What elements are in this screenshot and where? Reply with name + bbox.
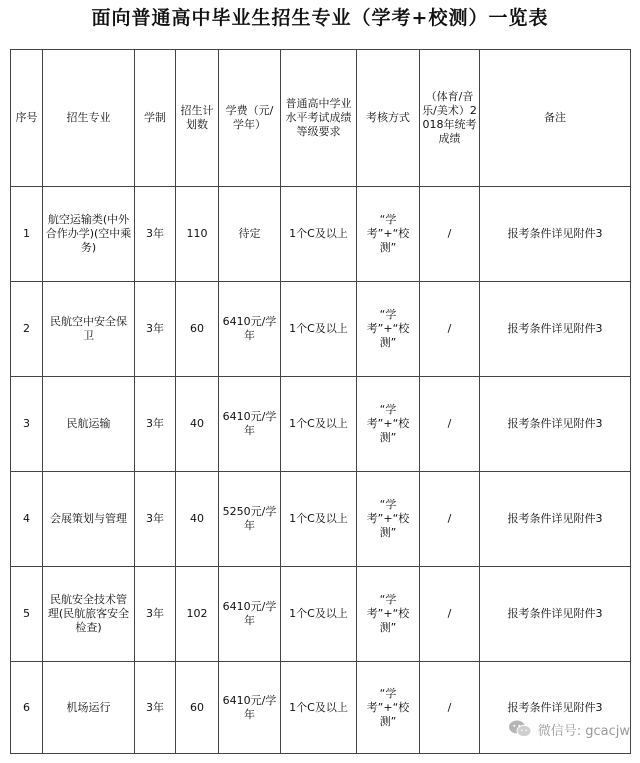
table-row — [11, 472, 631, 567]
header-row — [11, 50, 631, 187]
cell-seq: 2 — [11, 282, 43, 377]
cell-major: 航空运输类(中外合作办学)(空中乘务) — [43, 187, 135, 282]
table-header — [11, 50, 631, 187]
cell-fee: 5250元/学年 — [219, 472, 281, 567]
header-notes: 备注 — [480, 50, 631, 187]
table-body — [11, 187, 631, 754]
cell-duration: 3年 — [135, 472, 176, 567]
cell-duration: 3年 — [135, 282, 176, 377]
cell-requirement: 1个C及以上 — [281, 377, 357, 472]
cell-seq: 1 — [11, 187, 43, 282]
cell-quota: 40 — [176, 377, 219, 472]
cell-major: 民航运输 — [43, 377, 135, 472]
cell-requirement: 1个C及以上 — [281, 472, 357, 567]
cell-requirement: 1个C及以上 — [281, 187, 357, 282]
admissions-table — [10, 49, 631, 754]
header-exam-method: 考核方式 — [357, 50, 420, 187]
table-row — [11, 187, 631, 282]
cell-fee: 6410元/学年 — [219, 662, 281, 754]
cell-arts-score: / — [420, 187, 480, 282]
cell-arts-score: / — [420, 282, 480, 377]
cell-exam-method: “学考”+“校测” — [357, 377, 420, 472]
cell-quota: 60 — [176, 662, 219, 754]
cell-quota: 110 — [176, 187, 219, 282]
cell-notes: 报考条件详见附件3 — [480, 662, 631, 754]
cell-exam-method: “学考”+“校测” — [357, 567, 420, 662]
cell-seq: 4 — [11, 472, 43, 567]
cell-duration: 3年 — [135, 377, 176, 472]
cell-requirement: 1个C及以上 — [281, 282, 357, 377]
header-arts-score: （体育/音乐/美术）2018年统考成绩 — [420, 50, 480, 187]
cell-fee: 6410元/学年 — [219, 282, 281, 377]
cell-arts-score: / — [420, 662, 480, 754]
watermark-text: 微信号: gcacjw — [537, 723, 630, 739]
table-row — [11, 282, 631, 377]
cell-quota: 102 — [176, 567, 219, 662]
header-fee: 学费（元/学年） — [219, 50, 281, 187]
cell-requirement: 1个C及以上 — [281, 662, 357, 754]
cell-arts-score: / — [420, 377, 480, 472]
table-row — [11, 662, 631, 754]
cell-seq: 6 — [11, 662, 43, 754]
cell-arts-score: / — [420, 567, 480, 662]
cell-seq: 5 — [11, 567, 43, 662]
table-row — [11, 567, 631, 662]
header-duration: 学制 — [135, 50, 176, 187]
wechat-icon — [508, 719, 532, 739]
cell-fee: 6410元/学年 — [219, 377, 281, 472]
cell-exam-method: “学考”+“校测” — [357, 282, 420, 377]
table-row — [11, 377, 631, 472]
cell-fee: 待定 — [219, 187, 281, 282]
cell-exam-method: “学考”+“校测” — [357, 187, 420, 282]
cell-notes: 报考条件详见附件3 — [480, 187, 631, 282]
cell-fee: 6410元/学年 — [219, 567, 281, 662]
header-requirement: 普通高中学业水平考试成绩等级要求 — [281, 50, 357, 187]
header-quota: 招生计划数 — [176, 50, 219, 187]
cell-quota: 40 — [176, 472, 219, 567]
cell-duration: 3年 — [135, 567, 176, 662]
header-major: 招生专业 — [43, 50, 135, 187]
cell-quota: 60 — [176, 282, 219, 377]
cell-exam-method: “学考”+“校测” — [357, 662, 420, 754]
wechat-watermark — [508, 719, 630, 739]
cell-major: 民航安全技术管理(民航旅客安全检查) — [43, 567, 135, 662]
cell-duration: 3年 — [135, 662, 176, 754]
page-title: 面向普通高中毕业生招生专业（学考+校测）一览表 — [91, 7, 549, 29]
cell-exam-method: “学考”+“校测” — [357, 472, 420, 567]
cell-arts-score: / — [420, 472, 480, 567]
cell-duration: 3年 — [135, 187, 176, 282]
cell-requirement: 1个C及以上 — [281, 567, 357, 662]
cell-notes: 报考条件详见附件3 — [480, 567, 631, 662]
cell-major: 机场运行 — [43, 662, 135, 754]
cell-seq: 3 — [11, 377, 43, 472]
cell-major: 会展策划与管理 — [43, 472, 135, 567]
cell-notes: 报考条件详见附件3 — [480, 282, 631, 377]
cell-notes: 报考条件详见附件3 — [480, 377, 631, 472]
cell-notes: 报考条件详见附件3 — [480, 472, 631, 567]
header-seq: 序号 — [11, 50, 43, 187]
cell-major: 民航空中安全保卫 — [43, 282, 135, 377]
